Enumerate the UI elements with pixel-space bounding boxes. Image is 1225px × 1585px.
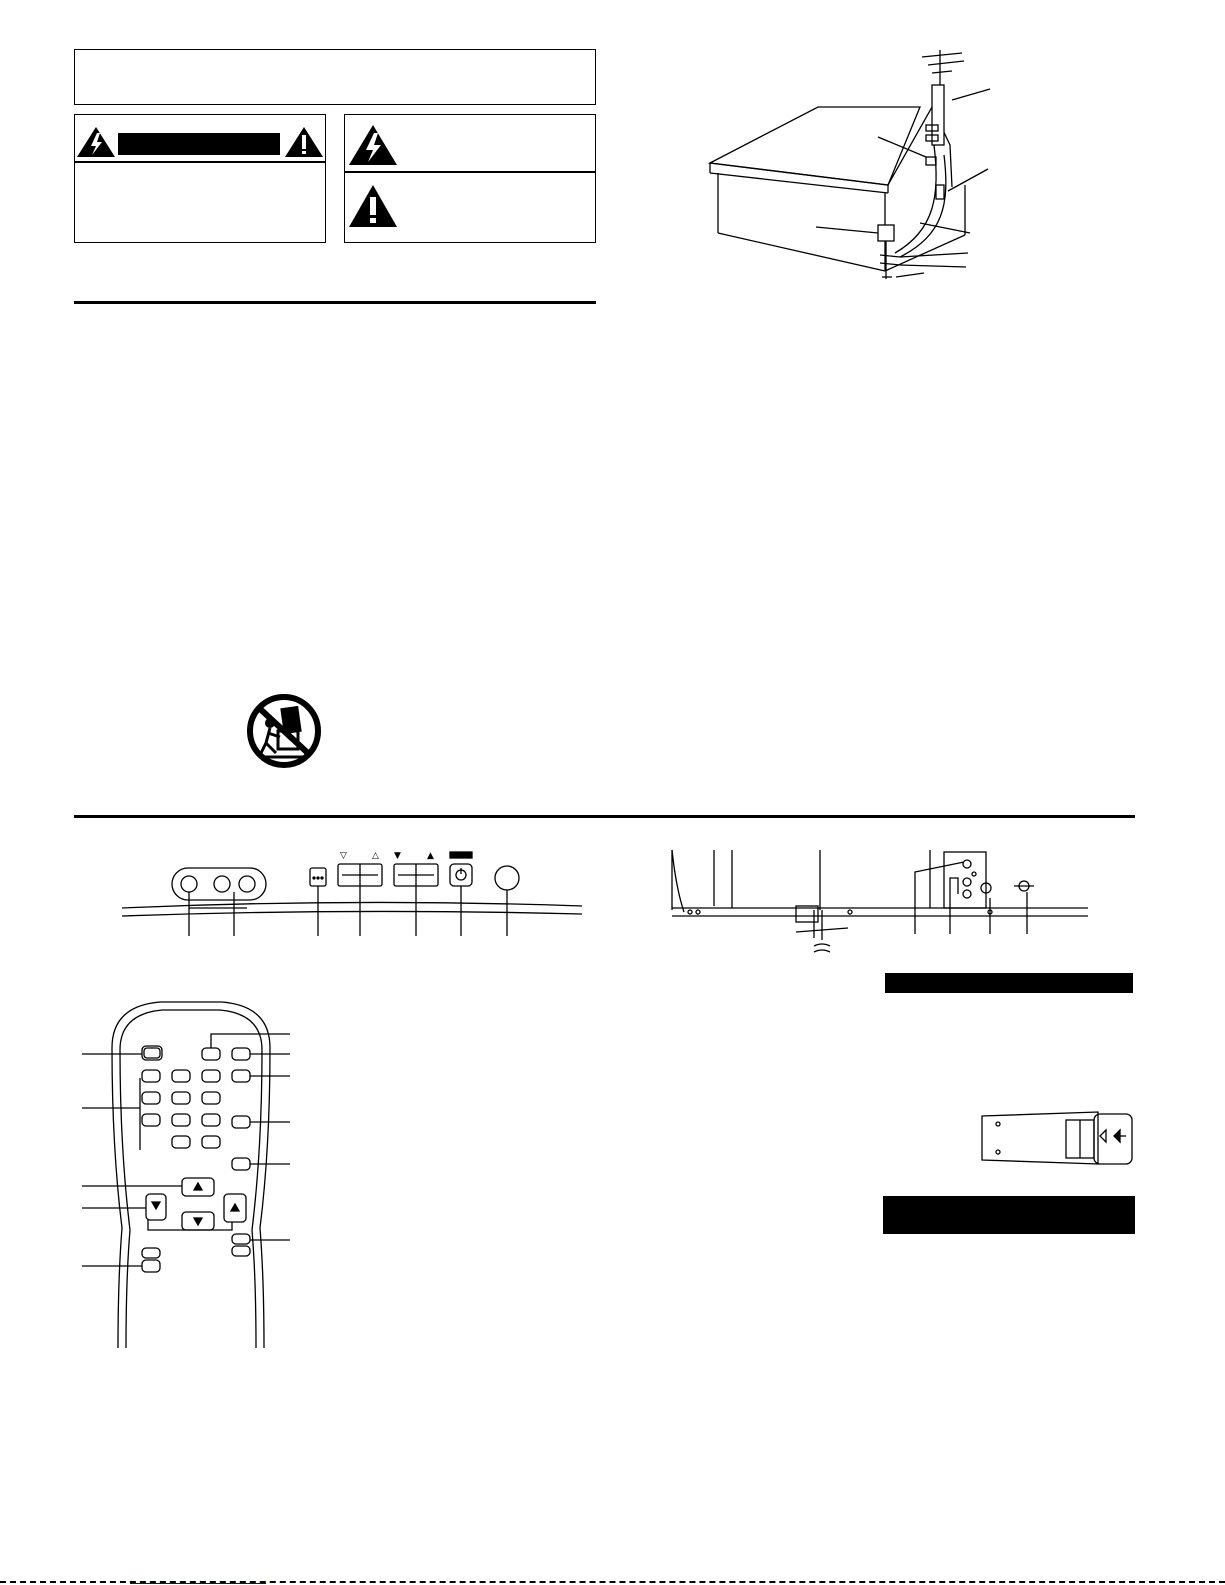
remote-control-diagram [80, 998, 295, 1350]
symbol-explanation-box [344, 114, 596, 243]
caution-box-divider [75, 161, 325, 163]
house-antenna-grounding-diagram [700, 45, 1000, 285]
caution-box [74, 114, 326, 243]
symbol-box-divider [345, 171, 595, 173]
battery-compartment-diagram [978, 1110, 1138, 1166]
remote-section-banner-bottom [883, 1196, 1135, 1234]
bottom-page-rule [0, 1581, 1225, 1583]
tv-rear-panel-diagram [668, 848, 1088, 960]
exclamation-triangle-icon [283, 125, 325, 159]
no-cart-tip-over-icon [246, 693, 322, 769]
section-rule-middle [74, 815, 1135, 818]
svg-text:▲: ▲ [427, 851, 434, 861]
svg-text:▼: ▼ [394, 851, 401, 861]
exclamation-triangle-icon [347, 183, 399, 229]
svg-text:△: △ [372, 851, 379, 861]
section-rule-top [74, 301, 596, 304]
warning-header-box [74, 49, 596, 105]
lightning-triangle-icon [75, 125, 117, 159]
remote-section-banner-top [885, 973, 1133, 993]
caution-banner [118, 133, 280, 155]
svg-text:▽: ▽ [340, 851, 347, 861]
tv-front-panel-diagram [120, 850, 585, 942]
lightning-triangle-icon [347, 123, 399, 167]
